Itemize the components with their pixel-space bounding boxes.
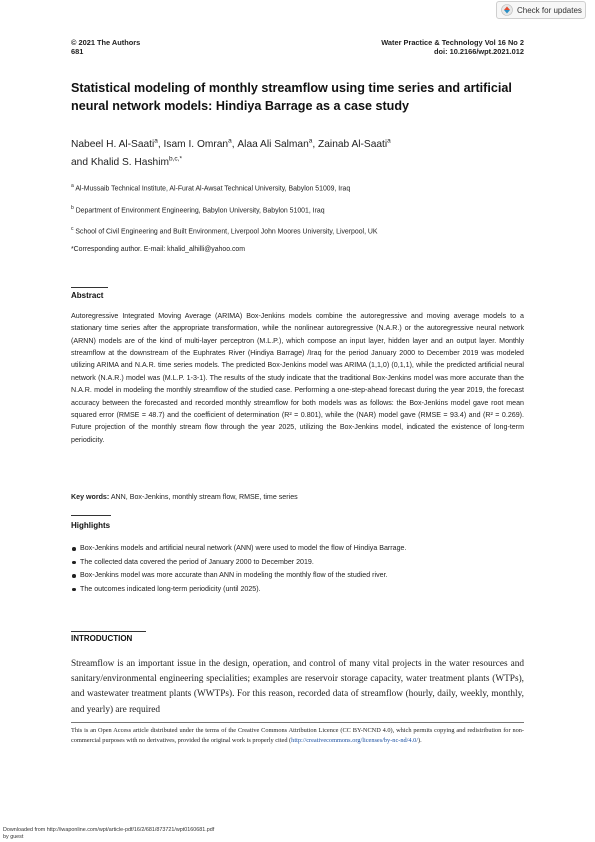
download-user: by guest bbox=[3, 834, 24, 840]
section-rule bbox=[71, 631, 146, 632]
author: and Khalid S. Hashim$^{b,c,*}$ bbox=[71, 155, 182, 168]
journal-info: Water Practice & Technology Vol 16 No 2 bbox=[381, 38, 524, 47]
introduction-text: Streamflow is an important issue in the design, operation, and control of many vital projects in the water resources and sanitary/environmental engineering specialities; examples are reservoir storage capacity, water treatment plants (WTPs), and wastewater treatment plants (WWTPs). For this reason, recorded data of streamflow (hourly, daily, weekly, monthly, and yearly) are required bbox=[71, 659, 524, 715]
corresponding-author: *Corresponding author. E-mail: khalid_alhilli@yahoo.com bbox=[71, 246, 245, 253]
list-item: The outcomes indicated long-term periodicity (until 2025). bbox=[71, 583, 531, 597]
list-item: Box-Jenkins model was more accurate than ANN in modeling the monthly flow of the studied river. bbox=[71, 569, 531, 583]
list-item: Box-Jenkins models and artificial neural network (ANN) were used to model the flow of Hindiya Barrage. bbox=[71, 542, 531, 556]
license-link[interactable]: http://creativecommons.org/licenses/by-nc-nd/4.0/ bbox=[291, 737, 419, 745]
author: Isam I. Omran$^a$, bbox=[163, 138, 238, 151]
check-for-updates-button[interactable] bbox=[496, 1, 586, 19]
keywords: Key words: ANN, Box-Jenkins, monthly stream flow, RMSE, time series bbox=[71, 493, 298, 501]
abstract-text: Autoregressive Integrated Moving Average (ARIMA) Box-Jenkins models combine the autoregressive and moving average models to a stationary time series after the appropriate transformation, while the nonlinear autoregressive (N.A.R.) or the autoregressive neural network (ARNN) models are of the kind of multi-layer perceptron (M.L.P.), which compose an input layer, hidden layer and an output layer. Monthly streamflow at the downstream of the Euphrates River (Hindiya Barrage) /Iraq for the period January 2000 to December 2019 was modeled utilizing ARIMA and N.A.R. time series models. The predicted Box-Jenkins model was ARIMA (1,1,0) (0,1,1), while the predicted artificial neural network (N.A.R.) model was (M.L.P. 1-3-1). The results of the study indicate that the traditional Box-Jenkins model was more accurate than the N.A.R. model in modeling the monthly streamflow of the studied case. Performing a one-step-ahead forecast during the year 2019, the forecast accuracy between the forecasted and recorded monthly streamflow for both models was as follows: the Box-Jenkins model gave root mean squared error (RMSE = 48.7) and the coefficient of determination (R² = 0.801), while the (NAR) model gave (RMSE = 93.4) and (R² = 0.269). Future projection of the monthly stream flow through the year 2025, utilizing the Box-Jenkins model, indicated the existence of long-term periodicity. bbox=[71, 312, 524, 444]
license-note: This is an Open Access article distributed under the terms of the Creative Commons Attribution Licence (CC BY-NCND 4.0), which permits copying and redistribution for non-commercial purposes with no derivatives, provided the original work is properly cited (http://creativecommons.org/licenses/by-nc-nd/4.0/). bbox=[71, 727, 524, 745]
author: Alaa Ali Salman$^a$, bbox=[237, 138, 319, 151]
section-rule bbox=[71, 515, 111, 516]
author: Zainab Al-Saati$^a$ bbox=[318, 138, 391, 151]
highlights-heading: Highlights bbox=[71, 521, 111, 530]
article-title: Statistical modeling of monthly streamflow using time series and artificial neural network models: Hindiya Barrage as a case study bbox=[71, 81, 512, 113]
author: Nabeel H. Al-Saati$^a$, bbox=[71, 138, 164, 151]
page-number: 681 bbox=[71, 47, 84, 56]
highlights-list bbox=[71, 542, 531, 596]
affiliation: $^b$ Department of Environment Engineering, Babylon University, Babylon 51001, Iraq bbox=[71, 205, 325, 215]
footnote-rule bbox=[71, 722, 524, 723]
check-for-updates-label: Check for updates bbox=[517, 5, 582, 15]
copyright-line: © 2021 The Authors bbox=[71, 38, 141, 47]
affiliation: $^c$ School of Civil Engineering and Built Environment, Liverpool John Moores University, Liverpool, UK bbox=[71, 226, 378, 236]
download-source: Downloaded from http://iwaponline.com/wpt/article-pdf/16/2/681/873721/wpt0160681.pdf bbox=[3, 827, 215, 833]
introduction-heading: INTRODUCTION bbox=[71, 634, 133, 643]
abstract-heading: Abstract bbox=[71, 291, 104, 300]
author-list bbox=[71, 135, 541, 170]
crossmark-icon bbox=[501, 4, 513, 16]
doi: doi: 10.2166/wpt.2021.012 bbox=[434, 47, 524, 56]
section-rule bbox=[71, 287, 108, 288]
list-item: The collected data covered the period of January 2000 to December 2019. bbox=[71, 556, 531, 570]
affiliation: $^a$ Al-Mussaib Technical Institute, Al-Furat Al-Awsat Technical University, Babylon 51009, Iraq bbox=[71, 183, 351, 193]
